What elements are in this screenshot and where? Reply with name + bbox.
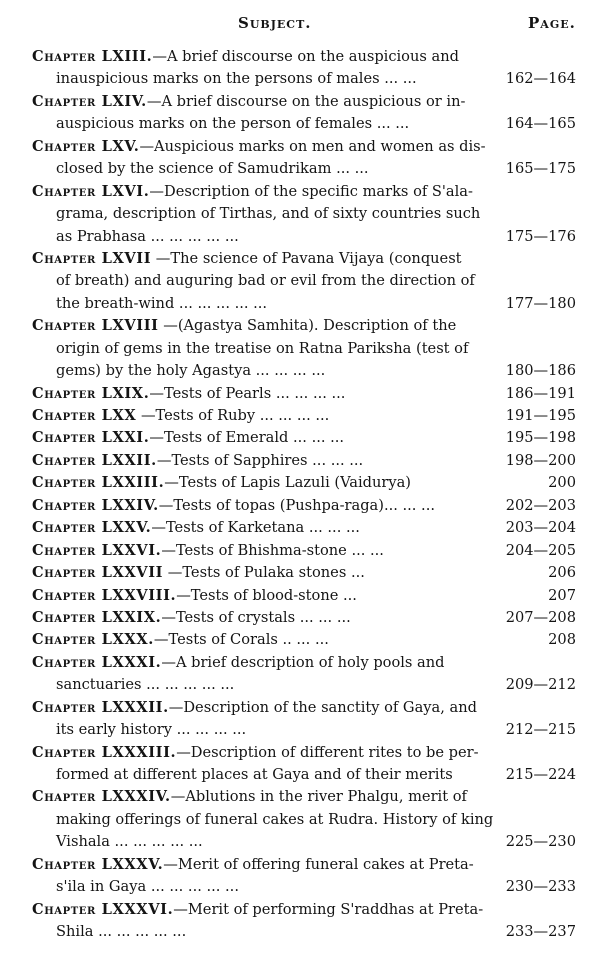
entry-first-line <box>0 383 600 405</box>
entry-continuation-line <box>0 921 600 943</box>
entry-continuation-line <box>0 360 600 382</box>
page-range: 198—200 <box>505 451 576 469</box>
entry-text: —(Agastya Samhita). Description of the <box>158 317 457 335</box>
page-range: 208 <box>548 631 576 649</box>
toc-entry <box>0 248 600 315</box>
page-range: 177—180 <box>505 294 576 312</box>
column-headers <box>0 14 600 38</box>
page-range: 233—237 <box>505 923 576 941</box>
entry-text: inauspicious marks on the persons of males ... ... <box>56 70 417 88</box>
page-range: 225—230 <box>505 833 576 851</box>
entry-text: the breath-wind ... ... ... ... ... <box>56 294 268 312</box>
subject-heading: Subject. <box>238 14 312 32</box>
entry-first-line <box>0 652 600 674</box>
chapter-number: Chapter LXXXII. <box>32 698 169 716</box>
chapter-number: Chapter LXXI. <box>32 429 150 447</box>
page-range: 186—191 <box>505 384 576 402</box>
toc-entry <box>0 652 600 697</box>
entry-text: —Auspicious marks on men and women as dis- <box>139 137 486 155</box>
entry-text: making offerings of funeral cakes at Rudra. History of king <box>56 810 494 828</box>
toc-entry <box>0 585 600 607</box>
chapter-number: Chapter LXX <box>32 407 137 424</box>
entry-text: —Tests of crystals ... ... ... <box>161 608 351 626</box>
entry-text: s'ila in Gaya ... ... ... ... ... <box>56 878 239 896</box>
entry-first-line <box>0 540 600 562</box>
chapter-number: Chapter LXXXIII. <box>32 743 177 761</box>
toc-entry <box>0 540 600 562</box>
entry-text: —Tests of Pearls ... ... ... ... <box>149 384 346 402</box>
entry-text: closed by the science of Samudrikam ... ... <box>56 160 369 178</box>
chapter-number: Chapter LXXIX. <box>32 608 162 626</box>
entry-text: grama, description of Tirthas, and of sixty countries such <box>56 205 481 223</box>
page-range: 202—203 <box>505 496 576 514</box>
page-range: 230—233 <box>505 878 576 896</box>
entry-text: —A brief discourse on the auspicious or in- <box>146 92 466 110</box>
entry-first-line <box>0 607 600 629</box>
toc-entry <box>0 315 600 382</box>
page-range: 203—204 <box>505 519 576 537</box>
entry-text: —The science of Pavana Vijaya (conquest <box>151 249 462 267</box>
entry-text: —Tests of Karketana ... ... ... <box>151 519 360 537</box>
entry-text: —Tests of Bhishma-stone ... ... <box>161 541 384 559</box>
entry-text: —Tests of topas (Pushpa-raga)... ... ... <box>158 496 435 514</box>
toc-entry <box>0 899 600 944</box>
entry-text: sanctuaries ... ... ... ... ... <box>56 676 235 694</box>
entry-first-line <box>0 495 600 517</box>
chapter-number: Chapter LXVI. <box>32 182 150 200</box>
entry-text: auspicious marks on the person of females ... ... <box>56 115 410 133</box>
entry-first-line <box>0 450 600 472</box>
entry-first-line <box>0 472 600 494</box>
toc-entry <box>0 854 600 899</box>
page-range: 200 <box>548 474 576 492</box>
toc-entry <box>0 472 600 494</box>
toc-entry <box>0 786 600 853</box>
entry-first-line <box>0 136 600 158</box>
entry-continuation-line <box>0 68 600 90</box>
chapter-number: Chapter LXXIV. <box>32 496 159 514</box>
entry-continuation-line <box>0 876 600 898</box>
table-of-contents <box>0 46 600 944</box>
toc-entry <box>0 517 600 539</box>
entry-continuation-line <box>0 270 600 292</box>
entry-continuation-line <box>0 831 600 853</box>
entry-first-line <box>0 899 600 921</box>
chapter-number: Chapter LXIX. <box>32 384 150 402</box>
entry-text: —Description of the sanctity of Gaya, and <box>168 698 477 716</box>
page-range: 175—176 <box>505 227 576 245</box>
entry-continuation-line <box>0 203 600 225</box>
toc-entry <box>0 46 600 91</box>
entry-text: —Tests of Ruby ... ... ... ... <box>136 407 330 424</box>
chapter-number: Chapter LXXXIV. <box>32 788 171 806</box>
entry-first-line <box>0 248 600 270</box>
page-range: 191—195 <box>505 407 576 424</box>
entry-text: Shila ... ... ... ... ... <box>56 923 187 941</box>
page-range: 212—215 <box>505 721 576 739</box>
entry-text: —Tests of Corals .. ... ... <box>153 631 329 649</box>
page-range: 180—186 <box>505 362 576 380</box>
entry-continuation-line <box>0 809 600 831</box>
entry-continuation-line <box>0 764 600 786</box>
page-range: 164—165 <box>505 115 576 133</box>
entry-text: —A brief description of holy pools and <box>161 653 445 671</box>
entry-text: —Merit of offering funeral cakes at Preta- <box>163 855 474 873</box>
toc-entry <box>0 562 600 584</box>
chapter-number: Chapter LXXXVI. <box>32 900 174 918</box>
page-range: 207—208 <box>505 608 576 626</box>
entry-continuation-line <box>0 158 600 180</box>
toc-entry <box>0 697 600 742</box>
entry-continuation-line <box>0 226 600 248</box>
entry-first-line <box>0 697 600 719</box>
toc-entry <box>0 427 600 449</box>
toc-entry <box>0 383 600 405</box>
chapter-number: Chapter LXXVII <box>32 564 164 582</box>
page-range: 162—164 <box>505 70 576 88</box>
chapter-number: Chapter LXXVI. <box>32 541 162 559</box>
entry-text: formed at different places at Gaya and of their merits <box>56 766 453 783</box>
entry-first-line <box>0 854 600 876</box>
chapter-number: Chapter LXXIII. <box>32 474 165 492</box>
entry-first-line <box>0 91 600 113</box>
toc-entry <box>0 495 600 517</box>
chapter-number: Chapter LXVII <box>32 249 152 267</box>
entry-text: —Description of the specific marks of S'ala- <box>149 182 473 200</box>
chapter-number: Chapter LXXVIII. <box>32 586 177 604</box>
toc-entry <box>0 742 600 787</box>
page-heading: Page. <box>528 14 576 32</box>
entry-text: —Tests of Emerald ... ... ... <box>149 429 345 447</box>
entry-continuation-line <box>0 113 600 135</box>
entry-text: —Ablutions in the river Phalgu, merit of <box>170 788 467 806</box>
entry-first-line <box>0 181 600 203</box>
entry-first-line <box>0 629 600 651</box>
entry-text: as Prabhasa ... ... ... ... ... <box>56 227 239 245</box>
entry-text: Vishala ... ... ... ... ... <box>56 833 203 851</box>
chapter-number: Chapter LXXX. <box>32 631 154 649</box>
entry-continuation-line <box>0 293 600 315</box>
entry-text: origin of gems in the treatise on Ratna Pariksha (test of <box>56 339 469 357</box>
chapter-number: Chapter LXXV. <box>32 519 152 537</box>
entry-text: —Tests of Pulaka stones ... <box>163 564 365 582</box>
entry-first-line <box>0 786 600 808</box>
entry-text: gems) by the holy Agastya ... ... ... ... <box>56 362 326 380</box>
entry-first-line <box>0 562 600 584</box>
entry-first-line <box>0 427 600 449</box>
chapter-number: Chapter LXXII. <box>32 451 157 469</box>
entry-text: its early history ... ... ... ... <box>56 721 247 739</box>
page-range: 215—224 <box>505 766 576 783</box>
entry-first-line <box>0 517 600 539</box>
entry-continuation-line <box>0 674 600 696</box>
entry-first-line <box>0 405 600 427</box>
toc-entry <box>0 450 600 472</box>
toc-entry <box>0 136 600 181</box>
entry-text: —Tests of Sapphires ... ... ... <box>156 451 364 469</box>
page-range: 209—212 <box>505 676 576 694</box>
page-range: 165—175 <box>505 160 576 178</box>
page-range: 207 <box>548 586 576 604</box>
toc-entry <box>0 181 600 248</box>
chapter-number: Chapter LXV. <box>32 137 140 155</box>
entry-continuation-line <box>0 338 600 360</box>
entry-text: of breath) and auguring bad or evil from the direction of <box>56 272 475 290</box>
page-range: 204—205 <box>505 541 576 559</box>
toc-entry <box>0 629 600 651</box>
entry-first-line <box>0 742 600 764</box>
page-range: 206 <box>548 564 576 582</box>
entry-text: —Tests of Lapis Lazuli (Vaidurya) <box>164 474 412 492</box>
toc-entry <box>0 405 600 427</box>
entry-text: —Merit of performing S'raddhas at Preta- <box>173 900 484 918</box>
entry-text: —A brief discourse on the auspicious and <box>152 48 459 65</box>
entry-text: —Tests of blood-stone ... <box>176 586 357 604</box>
chapter-number: Chapter LXVIII <box>32 317 159 335</box>
chapter-number: Chapter LXIV. <box>32 92 147 110</box>
chapter-number: Chapter LXXXI. <box>32 653 162 671</box>
entry-text: —Description of different rites to be per- <box>176 743 479 761</box>
toc-entry <box>0 607 600 629</box>
entry-first-line <box>0 46 600 68</box>
entry-continuation-line <box>0 719 600 741</box>
page-range: 195—198 <box>505 429 576 447</box>
toc-entry <box>0 91 600 136</box>
chapter-number: Chapter LXXXV. <box>32 855 164 873</box>
entry-first-line <box>0 315 600 337</box>
entry-first-line <box>0 585 600 607</box>
chapter-number: Chapter LXIII. <box>32 48 153 65</box>
